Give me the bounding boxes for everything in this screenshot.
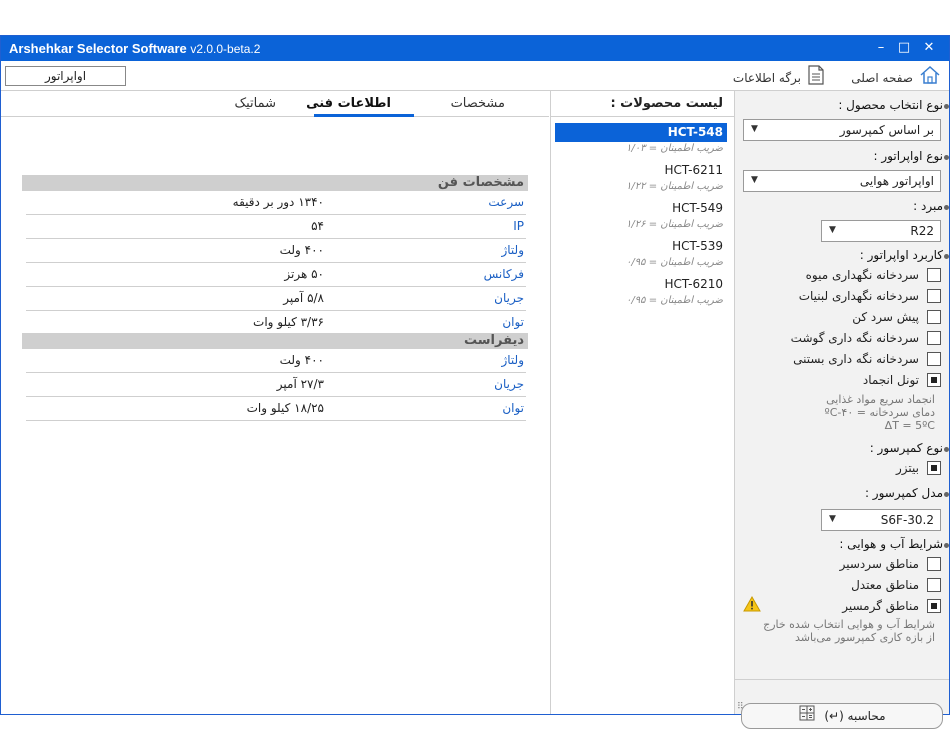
defrost-section-header: دیفراست: [22, 333, 528, 349]
row-key: سرعت: [488, 195, 524, 209]
row-value: ۵/۸ آمپر: [283, 291, 324, 305]
product-name: HCT-549: [672, 201, 723, 215]
bullet-icon: [944, 447, 949, 452]
climate-option-moderate[interactable]: [741, 576, 941, 594]
row-key: فرکانس: [483, 267, 524, 281]
row-value: ۵۰ هرتز: [284, 267, 324, 281]
select-value: S6F-30.2: [880, 513, 934, 527]
checkbox-label: مناطق سردسیر: [839, 557, 919, 571]
home-button[interactable]: [851, 65, 941, 87]
product-safety-factor: ضریب اطمینان = ۱/۲۶: [626, 219, 723, 230]
checkbox-label: پیش سرد کن: [852, 310, 919, 324]
usage-note: [825, 393, 935, 432]
select-value: بر اساس کمپرسور: [839, 123, 934, 137]
row-key: ولتاژ: [501, 243, 524, 257]
table-row: [26, 215, 526, 239]
warning-line: شرایط آب و هوایی انتخاب شده خارج: [763, 618, 935, 631]
usage-option-precooler[interactable]: [741, 308, 941, 326]
checkbox[interactable]: [927, 268, 941, 282]
close-button[interactable]: ✕: [923, 40, 935, 55]
table-row: [26, 397, 526, 421]
compressor-type-label: نوع کمپرسور :: [869, 441, 943, 455]
app-window: [0, 35, 950, 723]
row-key: توان: [502, 401, 524, 415]
warning-icon: [743, 596, 761, 615]
toolbar: [1, 61, 949, 91]
checkbox-label: سردخانه نگهداری میوه: [805, 268, 919, 282]
product-safety-factor: ضریب اطمینان = ۰/۹۵: [626, 257, 723, 268]
product-list-title: لیست محصولات :: [610, 96, 723, 111]
datasheet-button[interactable]: [733, 65, 825, 87]
select-value: R22: [910, 224, 934, 238]
bullet-icon: [944, 492, 949, 497]
checkbox-label: مناطق معتدل: [851, 578, 919, 592]
product-name: HCT-6210: [664, 277, 723, 291]
product-list-panel: [550, 91, 733, 714]
tab-schematic[interactable]: شماتیک: [234, 96, 276, 111]
divider: [735, 679, 949, 680]
detail-panel: [1, 91, 549, 714]
usage-option-meat[interactable]: [741, 329, 941, 347]
checkbox-checked[interactable]: [927, 599, 941, 613]
table-row: [26, 263, 526, 287]
row-key: توان: [502, 315, 524, 329]
checkbox-label: سردخانه نگه داری گوشت: [790, 331, 919, 345]
product-selection-type-label: نوع انتخاب محصول :: [838, 98, 943, 112]
climate-label: شرایط آب و هوایی :: [839, 537, 943, 551]
calculate-button[interactable]: [741, 703, 943, 729]
checkbox-label: بیتزر: [896, 461, 919, 475]
minimize-button[interactable]: –: [877, 40, 885, 55]
product-selection-type-select[interactable]: [743, 119, 941, 141]
checkbox-label: سردخانه نگهداری لبنیات: [798, 289, 919, 303]
compressor-model-select[interactable]: [821, 509, 941, 531]
checkbox[interactable]: [927, 310, 941, 324]
tab-technical-info[interactable]: اطلاعات فنی: [306, 96, 391, 111]
table-row: [26, 287, 526, 311]
fan-section-header: مشخصات فن: [22, 175, 528, 191]
climate-option-hot[interactable]: [741, 597, 941, 615]
resize-grip-icon[interactable]: ⠿: [737, 702, 744, 712]
row-key: جریان: [494, 377, 524, 391]
row-value: ۴۰۰ ولت: [279, 353, 324, 367]
checkbox-checked[interactable]: [927, 373, 941, 387]
row-value: ۱۳۴۰ دور بر دقیقه: [232, 195, 324, 209]
product-name: HCT-6211: [664, 163, 723, 177]
row-value: ۱۸/۲۵ کیلو وات: [246, 401, 324, 415]
table-row: [26, 191, 526, 215]
checkbox[interactable]: [927, 331, 941, 345]
evaporator-type-label: نوع اواپراتور :: [873, 149, 943, 163]
product-item-hct-539[interactable]: [555, 237, 727, 275]
settings-panel: [734, 91, 949, 723]
product-name: HCT-548: [555, 123, 727, 142]
evaporator-usage-label: کاربرد اواپراتور :: [859, 248, 943, 262]
usage-option-freezing-tunnel[interactable]: [741, 371, 941, 389]
checkbox-label: سردخانه نگه داری بستنی: [793, 352, 919, 366]
row-key: ولتاژ: [501, 353, 524, 367]
compressor-model-label: مدل کمپرسور :: [864, 486, 943, 500]
checkbox-label: مناطق گرمسیر: [842, 599, 919, 613]
datasheet-label: برگه اطلاعات: [732, 71, 801, 85]
usage-option-dairy[interactable]: [741, 287, 941, 305]
refrigerant-label: مبرد :: [913, 199, 943, 213]
dropdown-arrow-icon: ▼: [829, 225, 836, 235]
title-bar: [1, 36, 949, 61]
bullet-icon: [944, 543, 949, 548]
dropdown-arrow-icon: ▼: [751, 175, 758, 185]
note-line: دمای سردخانه = ۴۰-ºC: [824, 406, 935, 419]
product-item-hct-6210[interactable]: [555, 275, 727, 313]
checkbox[interactable]: [927, 557, 941, 571]
product-safety-factor: ضریب اطمینان = ۰/۹۵: [626, 295, 723, 306]
row-value: ۳/۳۶ کیلو وات: [253, 315, 324, 329]
note-line: ΔT = 5ºC: [884, 419, 935, 432]
dropdown-arrow-icon: ▼: [829, 514, 836, 524]
app-version: v2.0.0-beta.2: [190, 42, 261, 56]
bullet-icon: [944, 205, 949, 210]
table-row: [26, 239, 526, 263]
maximize-button[interactable]: □: [897, 40, 911, 55]
bullet-icon: [944, 254, 949, 259]
home-label: صفحه اصلی: [851, 71, 913, 85]
usage-option-fruit[interactable]: [741, 266, 941, 284]
checkbox[interactable]: [927, 352, 941, 366]
evaporator-field[interactable]: اواپراتور: [5, 66, 126, 86]
tab-specifications[interactable]: مشخصات: [450, 96, 505, 111]
row-key: IP: [513, 219, 524, 233]
bullet-icon: [944, 155, 949, 160]
climate-option-cold[interactable]: [741, 555, 941, 573]
checkbox-label: تونل انجماد: [862, 373, 919, 387]
compressor-option-bitzer[interactable]: [741, 459, 941, 477]
evaporator-type-select[interactable]: [743, 170, 941, 192]
row-value: ۴۰۰ ولت: [279, 243, 324, 257]
bullet-icon: [944, 104, 949, 109]
product-safety-factor: ضریب اطمینان = ۱/۰۳: [626, 143, 723, 154]
row-key: جریان: [494, 291, 524, 305]
product-item-hct-6211[interactable]: [555, 161, 727, 199]
climate-warning: [763, 618, 935, 644]
calculate-label: محاسبه (↵): [824, 709, 886, 723]
checkbox-checked[interactable]: [927, 461, 941, 475]
product-name: HCT-539: [672, 239, 723, 253]
table-row: [26, 349, 526, 373]
app-title: Arshehkar Selector Software: [9, 41, 187, 56]
product-safety-factor: ضریب اطمینان = ۱/۲۲: [626, 181, 723, 192]
checkbox[interactable]: [927, 289, 941, 303]
detail-tabs: [1, 91, 549, 117]
select-value: اواپراتور هوایی: [859, 174, 934, 188]
calculator-icon: [799, 705, 815, 729]
row-value: ۲۷/۳ آمپر: [276, 377, 324, 391]
warning-line: از بازه کاری کمپرسور می‌باشد: [794, 631, 935, 644]
note-line: انجماد سریع مواد غذایی: [826, 393, 935, 406]
product-item-hct-549[interactable]: [555, 199, 727, 237]
usage-option-icecream[interactable]: [741, 350, 941, 368]
refrigerant-select[interactable]: [821, 220, 941, 242]
home-icon: [919, 65, 941, 92]
row-value: ۵۴: [311, 219, 324, 233]
table-row: [26, 311, 526, 335]
window-title: [9, 41, 260, 56]
document-icon: [807, 65, 825, 92]
product-item-hct-548[interactable]: [555, 123, 727, 161]
dropdown-arrow-icon: ▼: [751, 124, 758, 134]
table-row: [26, 373, 526, 397]
divider: [551, 116, 734, 117]
checkbox[interactable]: [927, 578, 941, 592]
active-tab-indicator: [314, 114, 414, 117]
